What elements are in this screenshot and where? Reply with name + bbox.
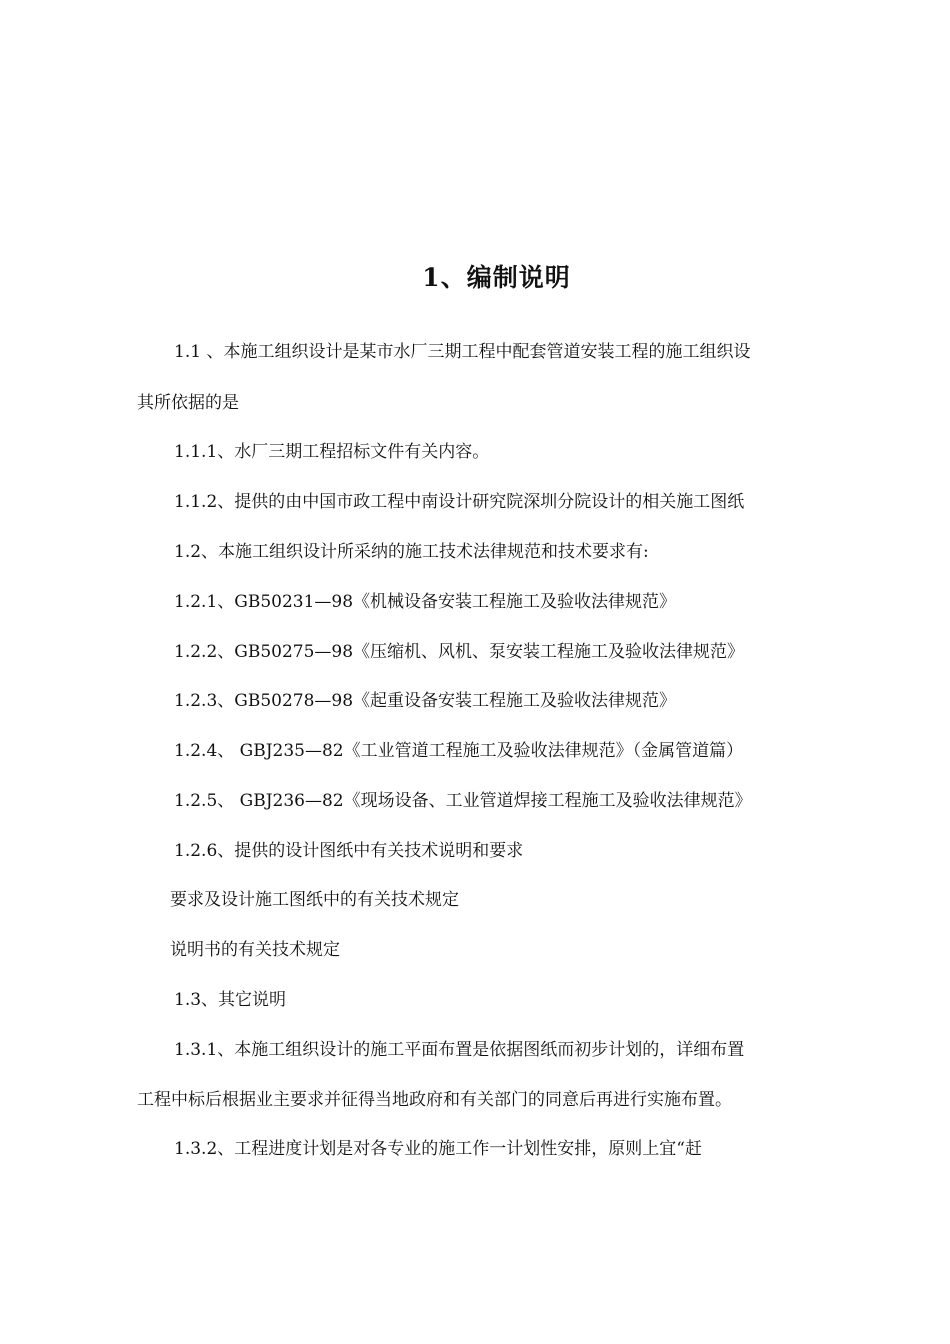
paragraph-1-3-2: 1.3.2、工程进度计划是对各专业的施工作一计划性安排，原则上宜“赶: [174, 1139, 702, 1159]
paragraph-1-2-3: 1.2.3、GB50278—98《起重设备安装工程施工及验收法律规范》: [174, 691, 677, 711]
paragraph-1-3-1-continued: 工程中标后根据业主要求并征得当地政府和有关部门的同意后再进行实施布置。: [137, 1090, 732, 1110]
paragraph-1-2: 1.2、本施工组织设计所采纳的施工技术法律规范和技术要求有:: [174, 542, 649, 562]
paragraph-1-2-8: 说明书的有关技术规定: [170, 940, 340, 960]
paragraph-1-3-1: 1.3.1、本施工组织设计的施工平面布置是依据图纸而初步计划的，详细布置: [174, 1040, 745, 1060]
paragraph-1-2-4: 1.2.4、 GBJ235—82《工业管道工程施工及验收法律规范》（金属管道篇）: [174, 741, 744, 761]
paragraph-1-2-1: 1.2.1、GB50231—98《机械设备安装工程施工及验收法律规范》: [174, 592, 677, 612]
paragraph-1-2-6: 1.2.6、提供的设计图纸中有关技术说明和要求: [174, 841, 524, 861]
paragraph-1-3: 1.3、其它说明: [174, 990, 287, 1010]
paragraph-1-1-continued: 其所依据的是: [137, 393, 239, 413]
paragraph-1-2-7: 要求及设计施工图纸中的有关技术规定: [170, 890, 459, 910]
page-title: 1、编制说明: [422, 263, 571, 292]
paragraph-1-1-2: 1.1.2、提供的由中国市政工程中南设计研究院深圳分院设计的相关施工图纸: [174, 492, 745, 512]
paragraph-1-1-1: 1.1.1、水厂三期工程招标文件有关内容。: [174, 442, 490, 462]
paragraph-1-2-2: 1.2.2、GB50275—98《压缩机、风机、泵安装工程施工及验收法律规范》: [174, 642, 745, 662]
paragraph-1-1: 1.1 、本施工组织设计是某市水厂三期工程中配套管道安装工程的施工组织设: [174, 342, 751, 362]
paragraph-1-2-5: 1.2.5、 GBJ236—82《现场设备、工业管道焊接工程施工及验收法律规范》: [174, 791, 752, 811]
